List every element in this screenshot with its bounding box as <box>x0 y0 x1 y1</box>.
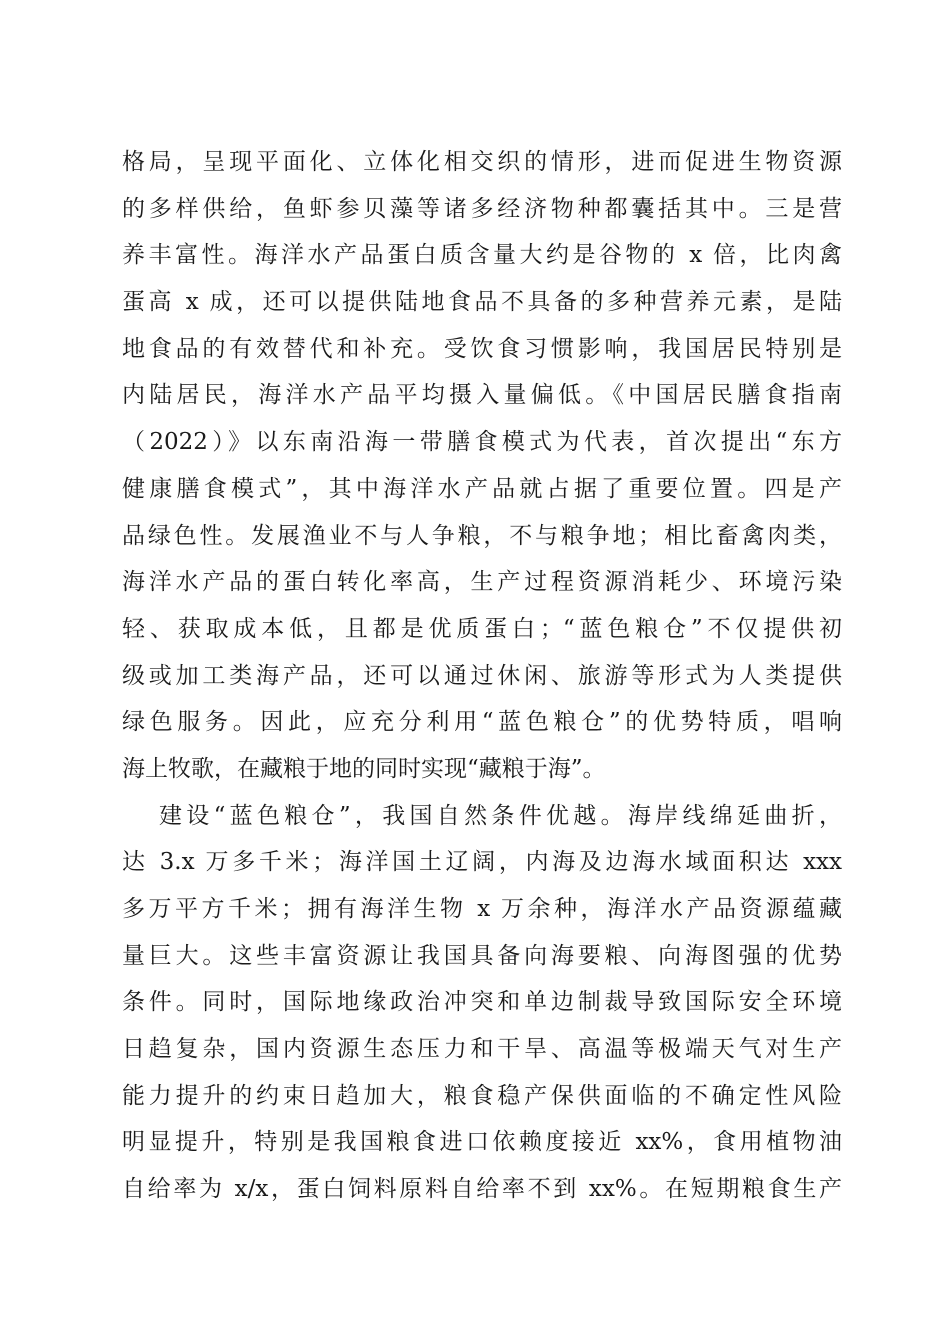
text-line: 自给率为 x/x，蛋白饲料原料自给率不到 xx%。在短期粮食生产 <box>122 1176 842 1203</box>
text-line: 能力提升的约束日趋加大，粮食稳产保供面临的不确定性风险 <box>122 1082 842 1109</box>
text-line: 达 3.x 万多千米；海洋国土辽阔，内海及边海水域面积达 xxx <box>122 849 842 876</box>
text-line: 养丰富性。海洋水产品蛋白质含量大约是谷物的 x 倍，比肉禽 <box>122 242 842 269</box>
paragraph-end-line: 海上牧歌，在藏粮于地的同时实现“藏粮于海”。 <box>122 755 606 782</box>
text-line: 健康膳食模式”，其中海洋水产品就占据了重要位置。四是产 <box>122 475 842 502</box>
text-line: 蛋高 x 成，还可以提供陆地食品不具备的多种营养元素，是陆 <box>122 289 842 316</box>
text-line: 条件。同时，国际地缘政治冲突和单边制裁导致国际安全环境 <box>122 989 842 1016</box>
text-line: 的多样供给，鱼虾参贝藻等诸多经济物种都囊括其中。三是营 <box>122 195 842 222</box>
text-line: 品绿色性。发展渔业不与人争粮，不与粮争地；相比畜禽肉类， <box>122 522 842 549</box>
text-line: 内陆居民，海洋水产品平均摄入量偏低。《中国居民膳食指南 <box>122 382 842 409</box>
paragraph-first-line: 建设“蓝色粮仓”，我国自然条件优越。海岸线绵延曲折， <box>159 802 842 829</box>
text-line: 日趋复杂，国内资源生态压力和干旱、高温等极端天气对生产 <box>122 1036 842 1063</box>
text-line: 地食品的有效替代和补充。受饮食习惯影响，我国居民特别是 <box>122 335 842 362</box>
text-line: 格局，呈现平面化、立体化相交织的情形，进而促进生物资源 <box>122 149 842 175</box>
text-line: 绿色服务。因此，应充分利用“蓝色粮仓”的优势特质，唱响 <box>122 709 842 736</box>
text-line: 量巨大。这些丰富资源让我国具备向海要粮、向海图强的优势 <box>122 942 842 969</box>
body-text <box>122 139 842 1213</box>
text-line: 轻、获取成本低，且都是优质蛋白；“蓝色粮仓”不仅提供初 <box>122 615 842 642</box>
text-line: 多万平方千米；拥有海洋生物 x 万余种，海洋水产品资源蕴藏 <box>122 896 842 922</box>
text-line: 海洋水产品的蛋白转化率高，生产过程资源消耗少、环境污染 <box>122 569 842 596</box>
text-line: （2022）》以东南沿海一带膳食模式为代表，首次提出“东方 <box>122 429 842 456</box>
text-line: 级或加工类海产品，还可以通过休闲、旅游等形式为人类提供 <box>122 662 842 689</box>
text-line: 明显提升，特别是我国粮食进口依赖度接近 xx%，食用植物油 <box>122 1129 842 1156</box>
